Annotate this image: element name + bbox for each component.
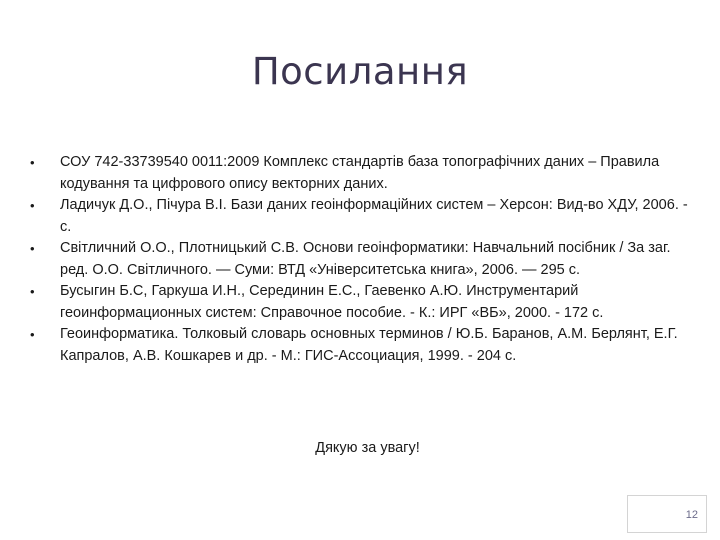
reference-text: Геоинформатика. Толковый словарь основных терминов / Ю.Б. Баранов, А.М. Берлянт, Е.Г. Капралов, А.В. Кошкарев и др. - М.: ГИС-Ассоциация, 1999. - 204 с.: [60, 326, 678, 364]
bullet-icon: •: [30, 241, 35, 256]
bullet-icon: •: [30, 327, 35, 342]
reference-item: [30, 195, 700, 238]
page-number: 12: [685, 509, 698, 521]
reference-item: [30, 152, 700, 195]
bullet-icon: •: [30, 155, 35, 170]
page-number-box: [627, 495, 707, 533]
reference-item: [30, 281, 700, 324]
bullet-icon: •: [30, 198, 35, 213]
reference-text: Ладичук Д.О., Пічура В.І. Бази даних геоінформаційних систем – Херсон: Вид-во ХДУ, 2006. - с.: [60, 197, 688, 235]
reference-text: Бусыгин Б.С, Гаркуша И.Н., Серединин Е.С., Гаевенко А.Ю. Инструментарий геоинформационных систем: Справочное пособие. - К.: ИРГ «ВБ», 2000. - 172 с.: [60, 283, 604, 321]
reference-text: Світличний О.О., Плотницький С.В. Основи геоінформатики: Навчальний посібник / За заг. ред. О.О. Світличного. — Суми: ВТД «Університетська книга», 2006. — 295 с.: [60, 240, 671, 278]
reference-item: [30, 324, 700, 367]
reference-text: СОУ 742-33739540 0011:2009 Комплекс стандартів база топографічних даних – Правила кодування та цифрового опису векторних даних.: [60, 154, 660, 192]
slide-title: Посилання: [251, 50, 469, 93]
bullet-icon: •: [30, 284, 35, 299]
reference-item: [30, 238, 700, 281]
thanks-message: Дякую за увагу!: [315, 440, 420, 456]
reference-list: [30, 152, 700, 367]
